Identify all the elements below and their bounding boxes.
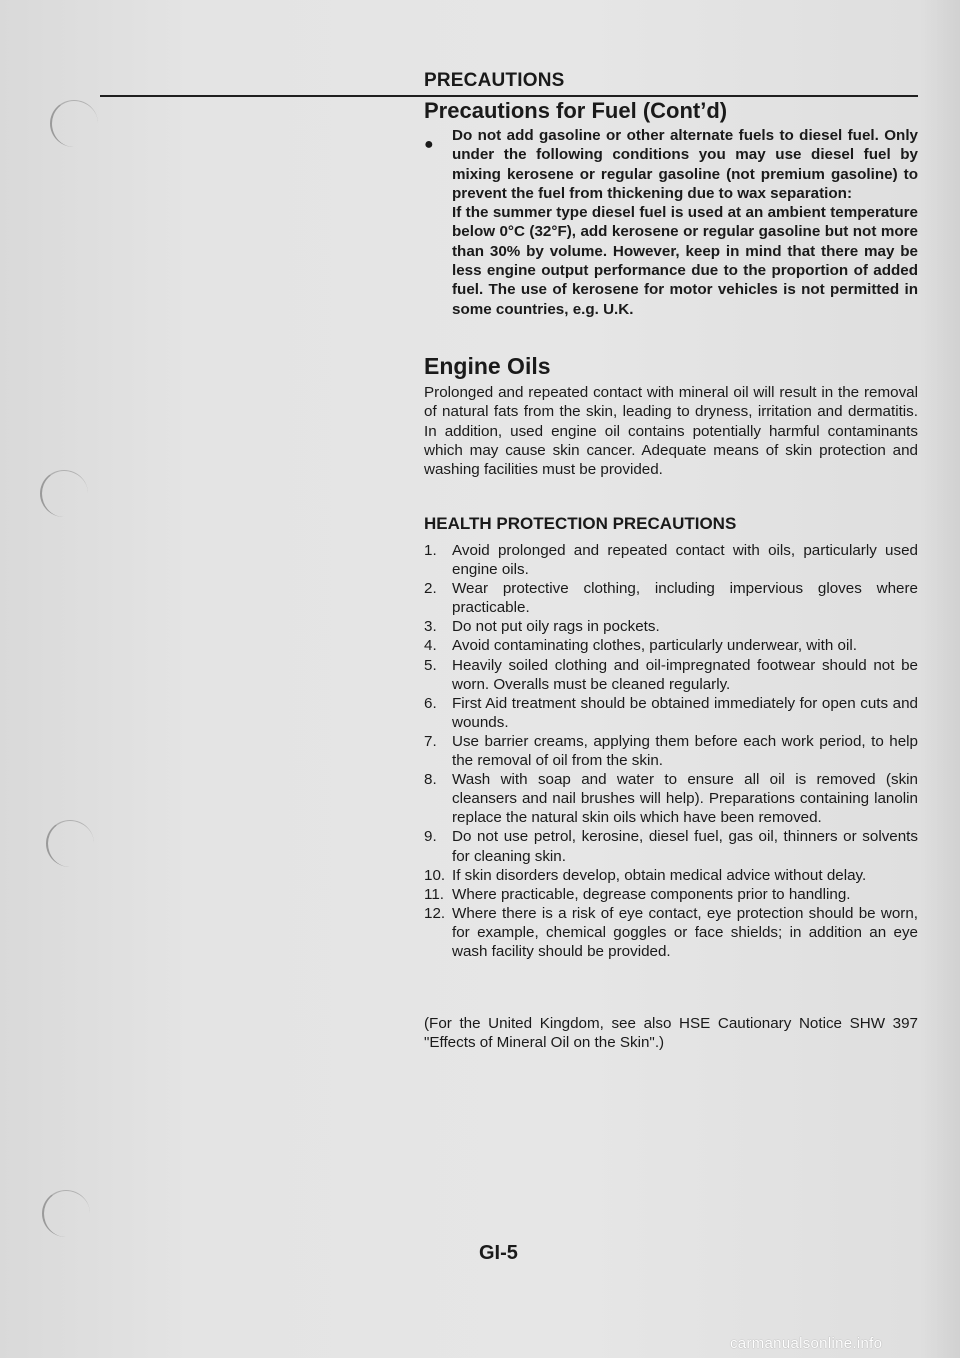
list-item-number: 9. (424, 828, 437, 846)
list-item (424, 656, 918, 694)
health-protection-title: HEALTH PROTECTION PRECAUTIONS (424, 514, 737, 533)
binder-hole (50, 100, 98, 147)
watermark-text: carmanualsonline.info (730, 1335, 883, 1352)
list-item-number: 8. (424, 771, 437, 789)
binder-hole (46, 820, 94, 867)
page-edge-shadow (920, 0, 960, 1358)
list-item-text: If skin disorders develop, obtain medical advice without delay. (452, 866, 867, 884)
engine-oils-title: Engine Oils (424, 353, 551, 379)
list-item-text: Avoid contaminating clothes, particularly underwear, with oil. (452, 637, 857, 655)
list-item-text: Do not use petrol, kerosine, diesel fuel, gas oil, thinners or solvents for cleaning skin. (452, 828, 918, 865)
list-item (424, 694, 918, 732)
list-item-number: 7. (424, 732, 437, 750)
list-item-text: Avoid prolonged and repeated contact with oils, particularly used engine oils. (452, 542, 918, 579)
list-item-number: 5. (424, 656, 437, 674)
page-header-title: PRECAUTIONS (424, 70, 565, 91)
list-item (424, 904, 918, 961)
list-item-number: 11. (424, 885, 444, 903)
list-item-text: Wash with soap and water to ensure all oil is removed (skin cleansers and nail brushes will help). Preparations containing lanolin replace the natural skin oils which have been removed. (452, 771, 918, 827)
list-item (424, 827, 918, 865)
binder-hole (42, 1190, 90, 1237)
list-item (424, 732, 918, 770)
header-rule (100, 95, 918, 97)
list-item-text: Heavily soiled clothing and oil-impregnated footwear should not be worn. Overalls must be cleaned regularly. (452, 656, 918, 693)
list-item (424, 636, 918, 655)
list-item-number: 1. (424, 542, 437, 559)
list-item-number: 3. (424, 618, 437, 636)
engine-oils-intro: Prolonged and repeated contact with mineral oil will result in the removal of natural fats from the skin, leading to dryness, irritation and dermatitis. In addition, used engine oil contains potentially harmful contaminants which may cause skin cancer. Adequate means of skin protection and washing facilities must be provided. (424, 384, 918, 479)
list-item (424, 617, 918, 636)
list-item-text: Where practicable, degrease components prior to handling. (452, 885, 851, 903)
list-item (424, 541, 918, 579)
fuel-warning-text: Do not add gasoline or other alternate fuels to diesel fuel. Only under the following conditions you may use diesel fuel by mixing kerosene or regular gasoline (not premium gasoline) to prevent the fuel from thickening due to wax separation: (452, 127, 918, 202)
list-item-text: Where there is a risk of eye contact, eye protection should be worn, for example, chemical goggles or face shields; in addition an eye wash facility should be provided. (452, 904, 918, 960)
list-item-number: 4. (424, 637, 437, 655)
list-item-number: 6. (424, 694, 437, 712)
list-item (424, 885, 918, 904)
list-item-number: 2. (424, 580, 437, 598)
list-item (424, 770, 918, 827)
fuel-warning-text: If the summer type diesel fuel is used at an ambient temperature below 0°C (32°F), add kerosene or regular gasoline but not more than 30% by volume. However, keep in mind that there may be less engine output performance due to the proportion of added fuel. The use of kerosene for motor vehicles is not permitted in some countries, e.g. U.K. (452, 204, 918, 318)
list-item (424, 866, 918, 885)
list-item-text: Do not put oily rags in pockets. (452, 618, 660, 636)
list-item-text: Use barrier creams, applying them before each work period, to help the removal of oil from the skin. (452, 732, 918, 770)
hse-reference-note: (For the United Kingdom, see also HSE Cautionary Notice SHW 397 "Effects of Mineral Oil on the Skin".) (424, 1015, 918, 1052)
list-item-number: 12. (424, 904, 446, 922)
binder-hole (40, 470, 88, 517)
list-item (424, 579, 918, 617)
page-number: GI-5 (479, 1242, 518, 1264)
bullet-icon: ● (424, 136, 434, 153)
health-precautions-list (424, 541, 918, 961)
list-item-number: 10. (424, 866, 446, 884)
fuel-warning-block (452, 126, 918, 319)
list-item-text: Wear protective clothing, including impervious gloves where practicable. (452, 580, 918, 617)
list-item-text: First Aid treatment should be obtained immediately for open cuts and wounds. (452, 694, 918, 731)
fuel-section-title: Precautions for Fuel (Cont’d) (424, 98, 728, 123)
